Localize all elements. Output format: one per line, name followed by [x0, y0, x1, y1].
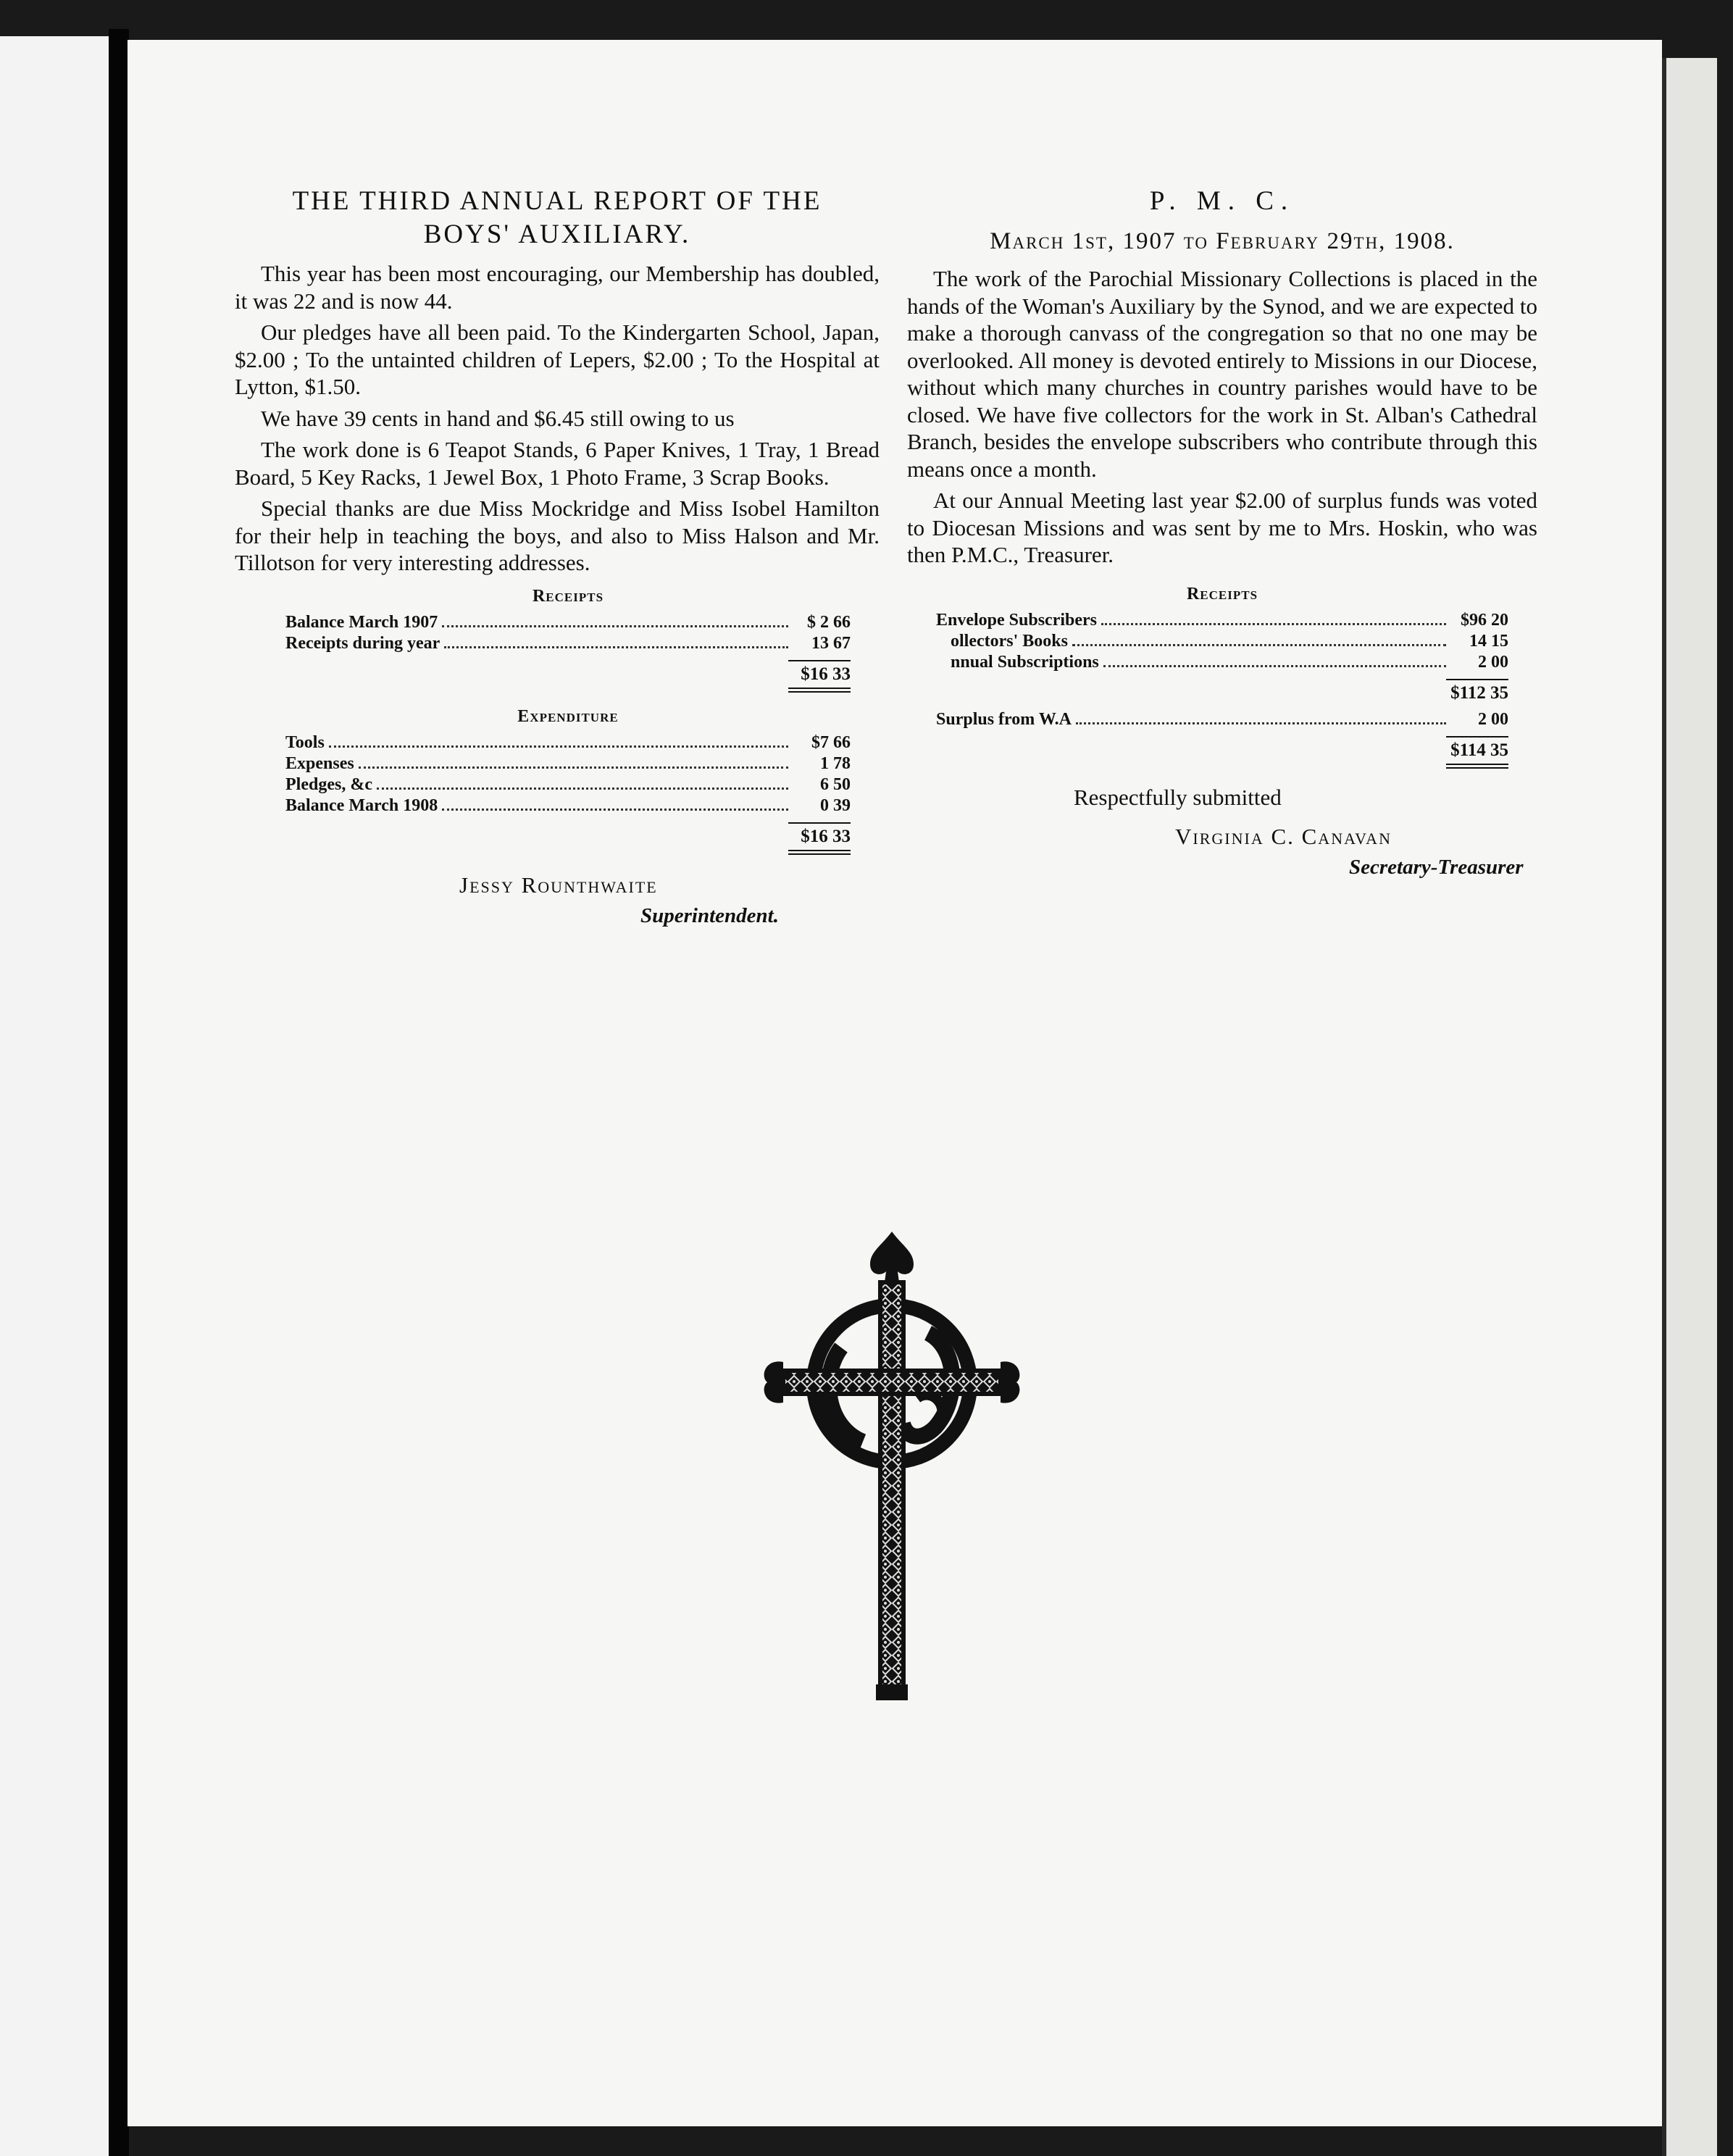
ledger-row [285, 774, 851, 795]
ledger-label: Pledges, &c [285, 774, 372, 794]
receipts-heading: Receipts [532, 586, 604, 606]
receipts-total: $16 33 [285, 660, 851, 693]
ledger-row [936, 709, 1508, 730]
pmc-date-range: March 1st, 1907 to February 29th, 1908. [990, 228, 1455, 254]
expenditure-total: $16 33 [285, 822, 851, 855]
ledger-label: Receipts during year [285, 633, 440, 653]
ledger-amount: 0 39 [820, 795, 851, 815]
signature-name: Jessy Rounthwaite [459, 872, 658, 898]
ledger-label: Balance March 1907 [285, 612, 438, 632]
ledger-amount: $7 66 [811, 732, 851, 752]
ledger-label: Expenses [285, 753, 354, 773]
paragraph: The work of the Parochial Missionary Collections is placed in the hands of the Woman's Auxiliary by the Synod, and we are expected to make a thorough canvass of the congregation so that no one may be overlooked. All money is devoted entirely to Missions in our Diocese, without which many churches in country parishes would have to be closed. We have five collectors for the work in St. Alban's Cathedral Branch, besides the envelope subscribers who contribute through this means once a month. [907, 266, 1537, 482]
paragraph: Special thanks are due Miss Mockridge and Miss Isobel Hamilton for their help in teaching the boys, and also to Miss Halson and Mr. Tillotson for very interesting addresses. [235, 496, 880, 575]
ledger-row [936, 631, 1508, 652]
signature-title: Superintendent. [640, 903, 779, 927]
receipts-list [936, 610, 1508, 673]
closing-line: Respectfully submitted [1074, 784, 1282, 810]
grand-total: $114 35 [936, 736, 1508, 769]
boys-auxiliary-report [235, 185, 880, 928]
report-title-line2: BOYS' AUXILIARY. [423, 220, 691, 249]
ledger-row [285, 612, 851, 633]
book-gutter [109, 29, 129, 2156]
page-edge-right [1662, 58, 1717, 2156]
ledger-row [285, 732, 851, 753]
pmc-title: P. M. C. [1149, 186, 1295, 216]
cross-monogram-emblem [761, 1232, 1022, 1724]
ledger-row [936, 652, 1508, 673]
ledger-label: Tools [285, 732, 325, 752]
ledger-amount: $96 20 [1461, 610, 1508, 630]
receipts-list [285, 612, 851, 654]
ledger-amount: 13 67 [811, 633, 851, 653]
receipts-heading: Receipts [1186, 584, 1258, 603]
surplus-list [936, 709, 1508, 730]
ledger-amount: 2 00 [1478, 652, 1508, 672]
paragraph: We have 39 cents in hand and $6.45 still owing to us [261, 405, 735, 431]
pmc-report [907, 185, 1537, 879]
paragraph: The work done is 6 Teapot Stands, 6 Paper Knives, 1 Tray, 1 Bread Board, 5 Key Racks, 1 Jewel Box, 1 Photo Frame, 3 Scrap Books. [235, 437, 880, 490]
ledger-row [936, 610, 1508, 631]
receipts-subtotal: $112 35 [936, 679, 1508, 706]
ledger-label: Envelope Subscribers [936, 610, 1098, 630]
paragraph: At our Annual Meeting last year $2.00 of surplus funds was voted to Diocesan Missions and was sent by me to Mrs. Hoskin, who was then P.M.C., Treasurer. [907, 488, 1537, 567]
ledger-label: Balance March 1908 [285, 795, 438, 815]
ledger-label: ollectors' Books [951, 631, 1068, 651]
paragraph: This year has been most encouraging, our Membership has doubled, it was 22 and is now 44. [235, 261, 880, 314]
boys-accounts [235, 587, 880, 855]
ledger-row [285, 753, 851, 774]
ledger-amount: $ 2 66 [807, 612, 851, 632]
signature-title: Secretary-Treasurer [1349, 855, 1524, 879]
ledger-amount: 2 00 [1478, 709, 1508, 729]
ledger-label: Surplus from W.A [936, 709, 1072, 729]
report-title-line1: THE THIRD ANNUAL REPORT OF THE [292, 186, 822, 216]
signature-name: Virginia C. Canavan [1175, 823, 1392, 849]
ledger-amount: 14 15 [1469, 631, 1508, 651]
ledger-amount: 1 78 [820, 753, 851, 773]
ledger-row [285, 633, 851, 654]
expenditure-list [285, 732, 851, 816]
document-page [128, 40, 1662, 2126]
pmc-accounts [907, 585, 1537, 769]
paragraph: Our pledges have all been paid. To the Kindergarten School, Japan, $2.00 ; To the untainted children of Lepers, $2.00 ; To the Hospital at Lytton, $1.50. [235, 319, 880, 399]
facing-page-edge [0, 36, 109, 2156]
ledger-row [285, 795, 851, 816]
ledger-label: nnual Subscriptions [951, 652, 1099, 672]
ledger-amount: 6 50 [820, 774, 851, 794]
expenditure-heading: Expenditure [517, 706, 619, 726]
